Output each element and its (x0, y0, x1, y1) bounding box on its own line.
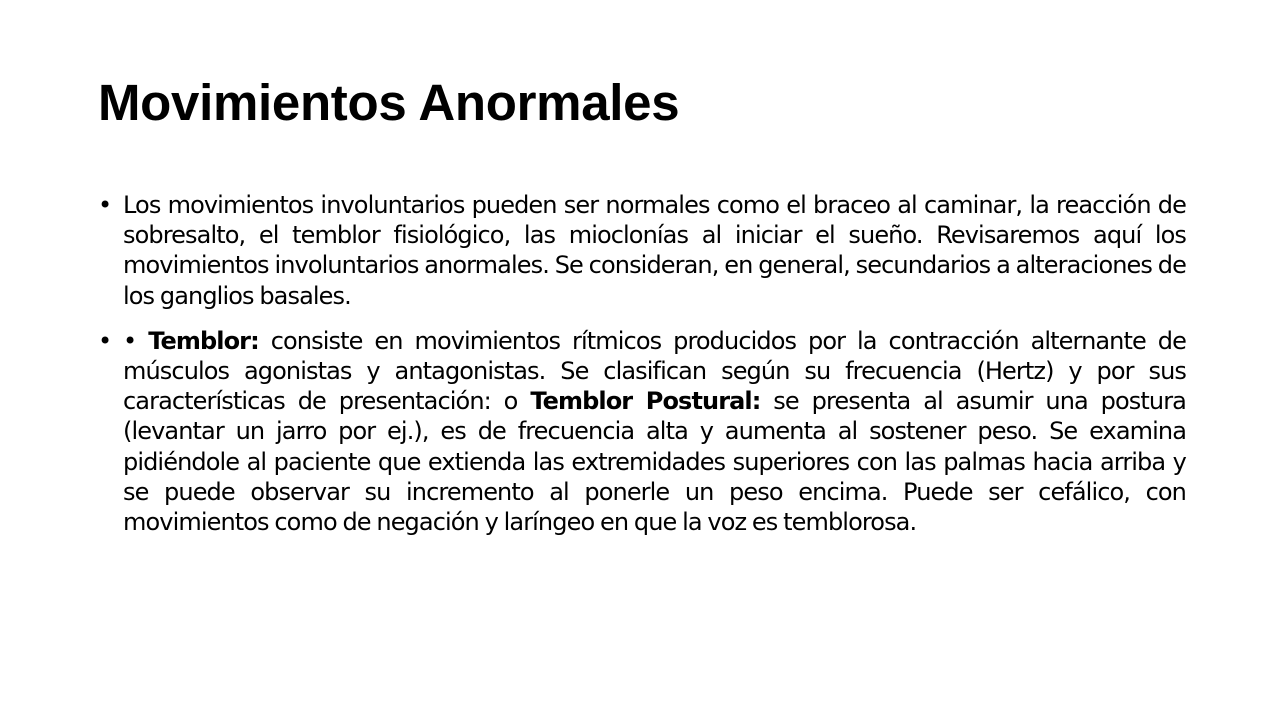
bullet-involuntary-movements (98, 190, 1186, 311)
bullet-marker: • (98, 326, 112, 355)
bullet-text: Los movimientos involuntarios pueden ser normales como el braceo al caminar, la reacción de sobresalto, el temblor fisiológico, las mioclonías al iniciar el sueño. Revisaremos aquí los movimientos involuntarios anormales. Se consideran, en general, secundarios a alteraciones de los ganglios basales. (123, 191, 1186, 310)
bullet-marker: • (98, 191, 112, 219)
tremor-term: Temblor: (148, 326, 259, 355)
postural-tremor-definition: se presenta al asumir una postura (levantar un jarro por ej.), es de frecuencia alta y aumenta al sostener peso. Se examina pidiéndole al paciente que extienda las extremidades superiores con las palmas hacia arriba y se puede observar su incremento al ponerle un peso encima. Puede ser cefálico, con movimientos como de negación y laríngeo en que la voz es temblorosa. (123, 387, 1186, 537)
bullet-tremor (98, 326, 1186, 537)
inline-bullet-prefix: • (123, 326, 149, 355)
slide-title: Movimientos Anormales (98, 74, 680, 131)
postural-tremor-term: Temblor Postural: (530, 387, 761, 416)
tremor-definition: consiste en movimientos rítmicos producidos por la contracción alternante de músculos agonistas y antagonistas. Se clasifican según su frecuencia (Hertz) y por sus características de presentación: o (123, 326, 1186, 416)
bullet-list (98, 190, 1186, 552)
